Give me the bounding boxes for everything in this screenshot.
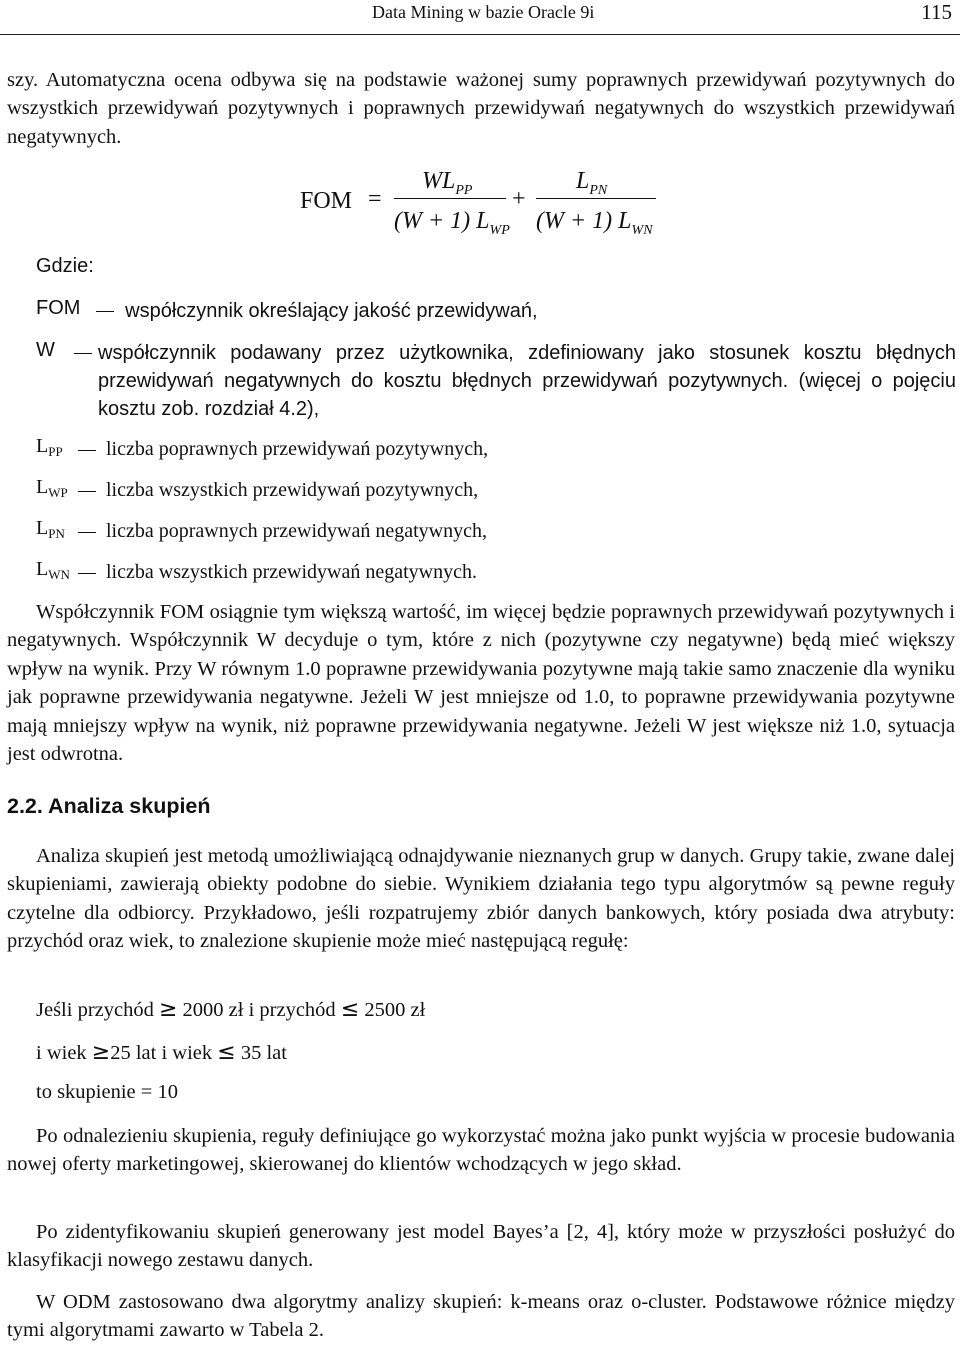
greater-equal-icon: ≥ (158, 997, 178, 1022)
cluster-analysis-paragraph: Analiza skupień jest metodą umożliwiającą odnajdywanie nieznanych grup w danych. Grupy takie, zwane dalej skupieniami, zawierają obiekty podobne do siebie. Wynikiem działania tego typu algorytmów są pewne reguły czytelne dla odbiorcy. Przykładowo, jeśli rozpatrujemy zbiór danych bankowych, który posiada dwa atrybuty: przychód oraz wiek, to znalezione skupienie może mieć następującą regułę: (7, 845, 955, 953)
formula-lhs: FOM (300, 188, 353, 214)
section-heading: 2.2. Analiza skupień (7, 794, 211, 818)
formula-den1: (W + 1) $L_{WP}$ (394, 208, 510, 238)
odm-paragraph: W ODM zastosowano dwa algorytmy analizy skupień: k-means oraz o-cluster. Podstawowe różnice między tymi algorytmami zawarto w Tabela 2. (7, 1291, 955, 1342)
definition-lwn: $L_{WN}$ liczba wszystkich przewidywań negatywnych. (36, 558, 477, 583)
page-number: 115 (921, 0, 952, 24)
formula-plus: + (512, 186, 526, 212)
fraction-bar-2 (536, 198, 656, 199)
formula-num2: $L_{PN}$ (576, 168, 608, 198)
bayes-paragraph: Po zidentyfikowaniu skupień generowany jest model Bayes’a [2, 4], który może w przyszłości posłużyć do klasyfikacji nowego zestawu danych. (7, 1221, 955, 1272)
running-title: Data Mining w bazie Oracle 9i (372, 2, 595, 22)
greater-equal-icon: ≥ (91, 1040, 111, 1065)
rule-line-1: Jeśli przychód ≥ 2000 zł i przychód ≤ 2500 zł (36, 997, 426, 1022)
after-clustering-paragraph: Po odnalezieniu skupienia, reguły definiujące go wykorzystać można jako punkt wyjścia w procesie budowania nowej oferty marketingowej, skierowanej do klientów wchodzących w jego skład. (7, 1125, 955, 1176)
rule-line-2: i wiek ≥25 lat i wiek ≤ 35 lat (36, 1040, 287, 1065)
less-equal-icon: ≤ (340, 997, 360, 1022)
fom-formula (300, 166, 680, 246)
fom-explanation-paragraph: Współczynnik FOM osiągnie tym większą wartość, im więcej będzie poprawnych przewidywań pozytywnych i negatywnych. Współczynnik W decyduje o tym, które z nich (pozytywne czy negatywne) będą mieć większy wpływ na wynik. Przy W równym 1.0 poprawne przewidywania pozytywne mają takie samo znaczenie dla wyniku jak poprawne przewidywania negatywne. Jeżeli W jest mniejsze od 1.0, to poprawne przewidywania pozytywne mają mniejszy wpływ na wynik, niż poprawne przewidywania negatywne. Jeżeli W jest większe niż 1.0, sytuacja jest odwrotna. (7, 601, 955, 766)
fraction-bar-1 (394, 198, 506, 199)
intro-paragraph: szy. Automatyczna ocena odbywa się na podstawie ważonej sumy poprawnych przewidywań pozytywnych do wszystkich przewidywań pozytywnych i poprawnych przewidywań negatywnych do wszystkich przewidywań negatywnych. (7, 69, 955, 148)
definition-lpn: $L_{PN}$ liczba poprawnych przewidywań negatywnych, (36, 517, 487, 542)
definition-lwp: $L_{WP}$ liczba wszystkich przewidywań pozytywnych, (36, 476, 479, 501)
formula-num1: $WL_{PP}$ (422, 168, 473, 198)
rule-line-3: to skupienie = 10 (36, 1081, 178, 1103)
where-label: Gdzie: (36, 255, 94, 277)
definition-lpp: $L_{PP}$ liczba poprawnych przewidywań pozytywnych, (36, 435, 489, 460)
less-equal-icon: ≤ (217, 1040, 236, 1065)
definition-fom: FOM współczynnik określający jakość przewidywań, (36, 297, 538, 322)
formula-den2: (W + 1) $L_{WN}$ (536, 208, 653, 238)
definition-w: W współczynnik podawany przez użytkownika, zdefiniowany jako stosunek kosztu błędnych przewidywań negatywnych do kosztu błędnych przewidywań pozytywnych. (więcej o pojęciu kosztu zob. rozdział 4.2), (36, 339, 956, 420)
page-header (0, 0, 960, 35)
formula-equals: = (368, 186, 382, 212)
